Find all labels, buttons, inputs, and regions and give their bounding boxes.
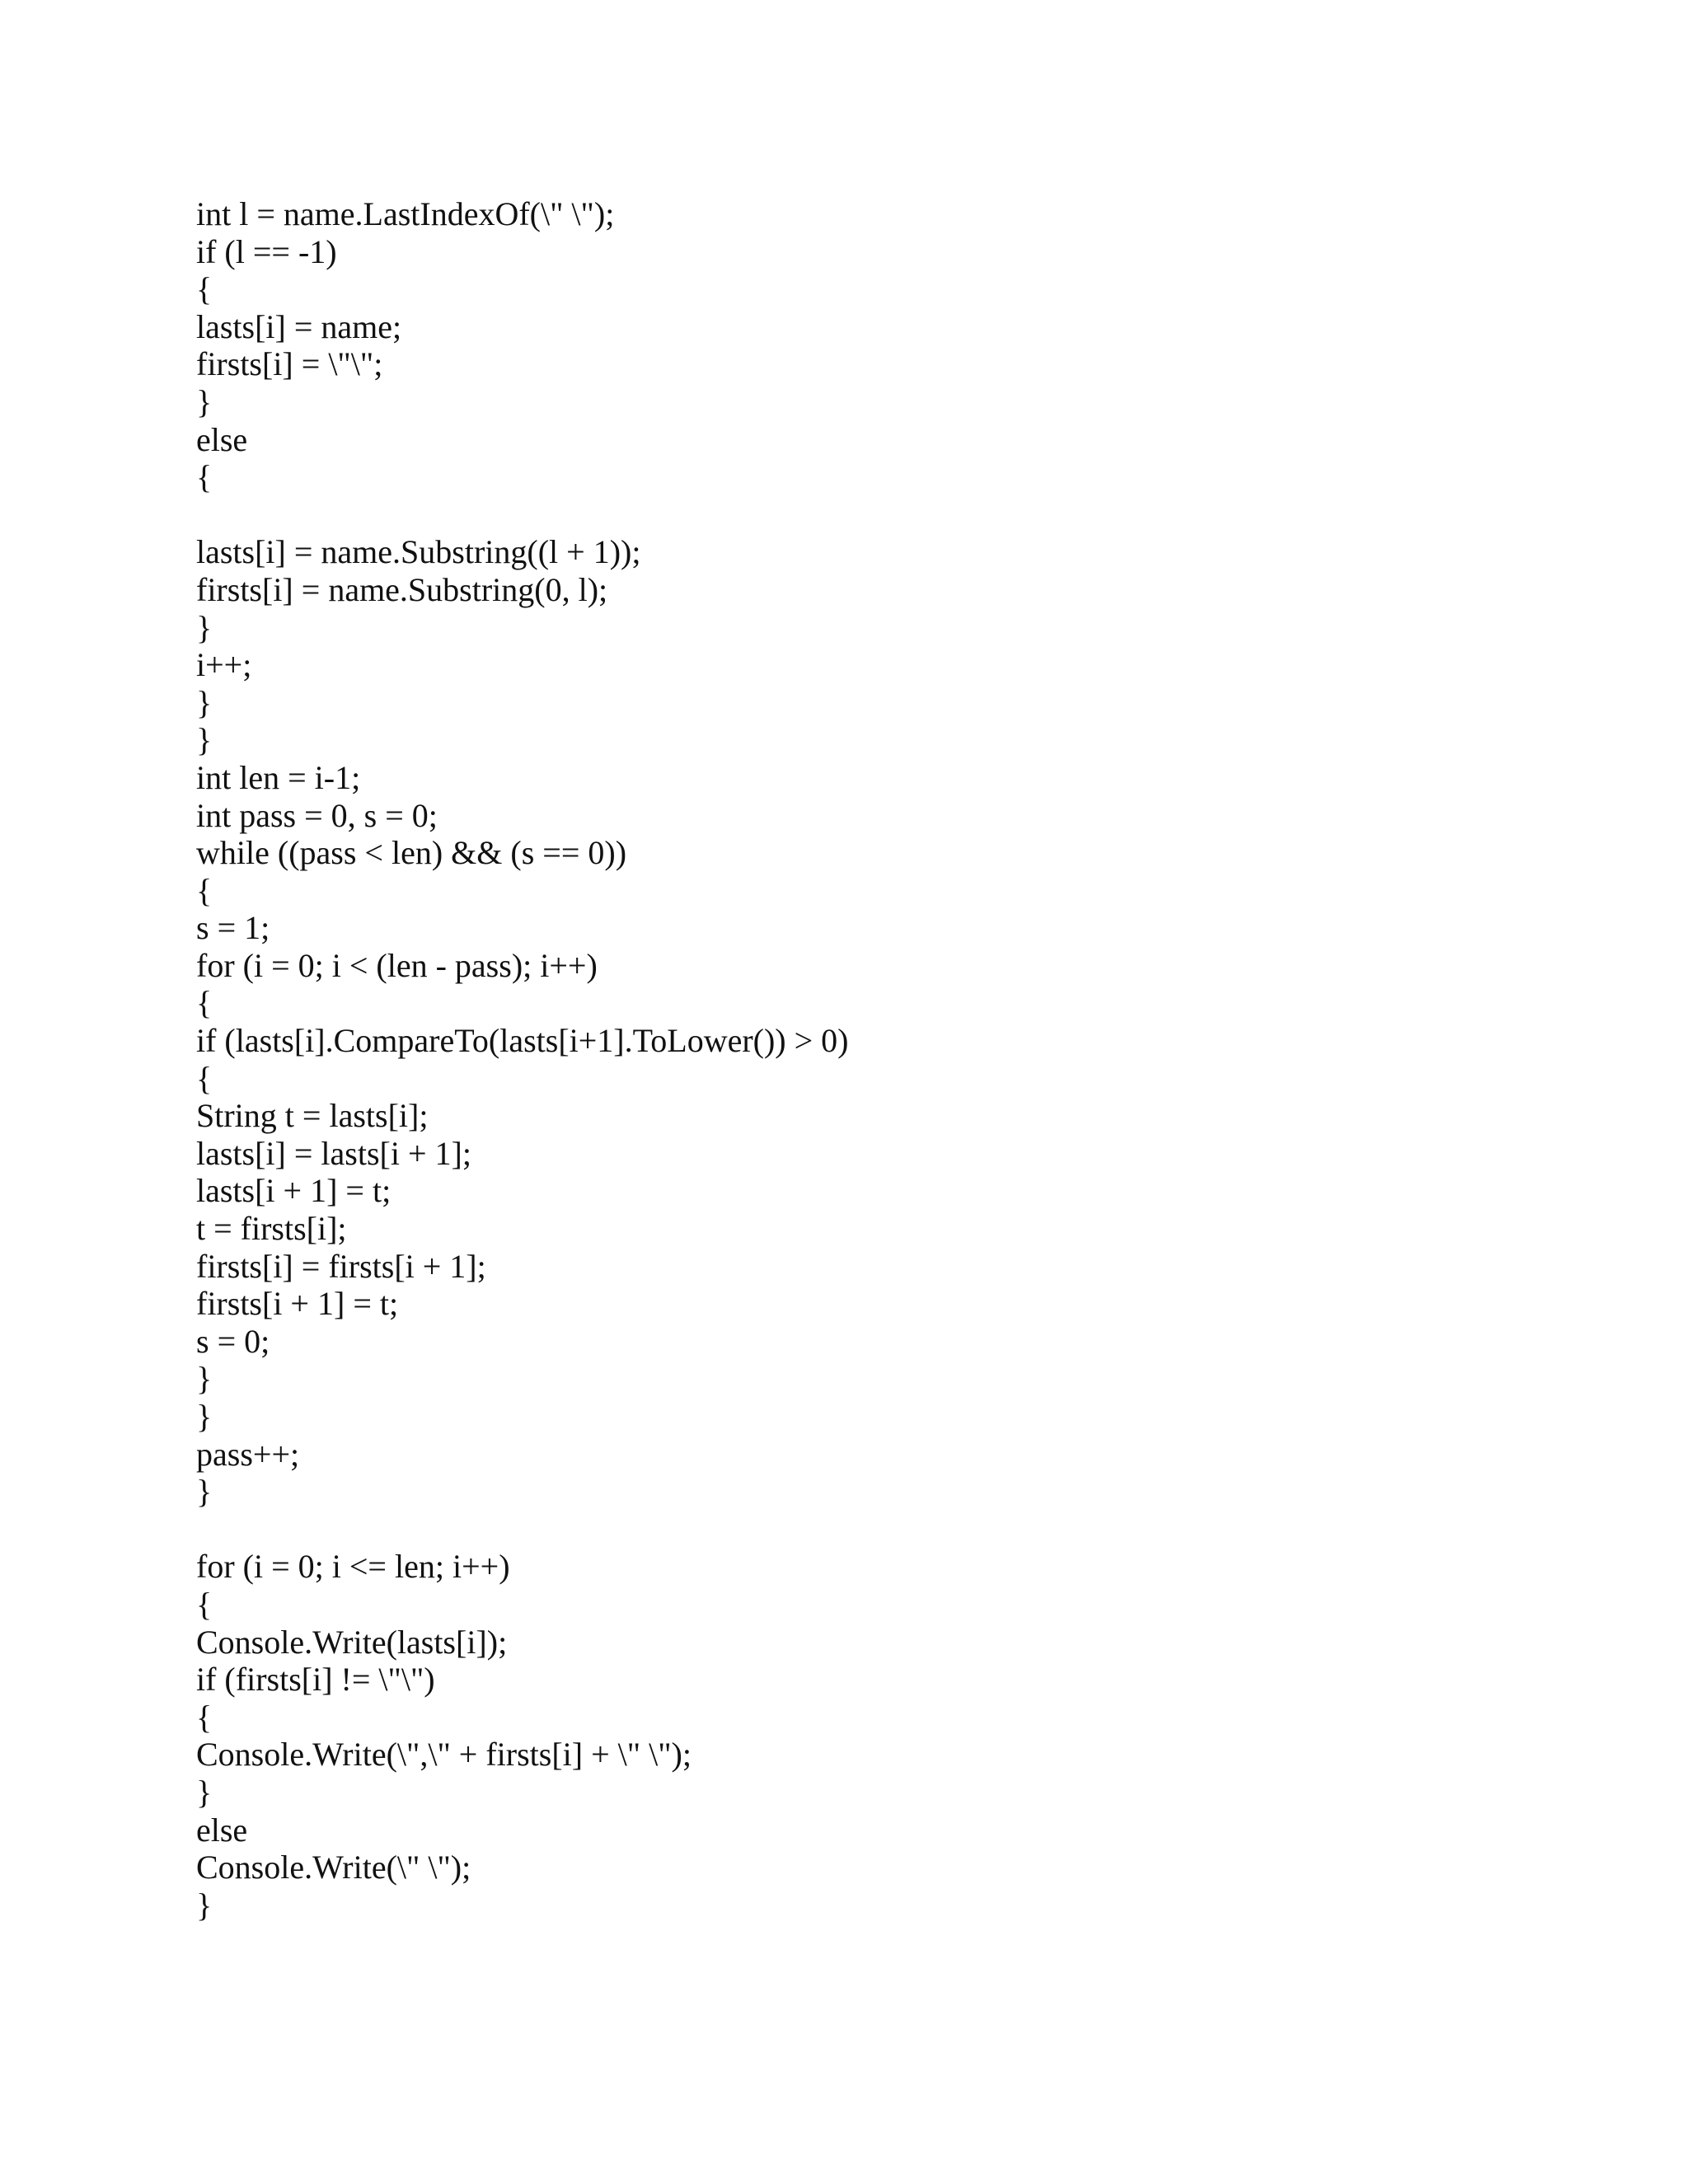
code-line: firsts[i] = firsts[i + 1]; [196,1247,486,1285]
code-line: { [196,871,213,909]
code-line: Console.Write(\" \"); [196,1849,471,1886]
code-line: firsts[i] = \"\"; [196,345,383,383]
code-line: int pass = 0, s = 0; [196,796,438,834]
code-line: Console.Write(\",\" + firsts[i] + \" \"); [196,1736,692,1774]
code-line: if (l == -1) [196,232,337,270]
code-line: lasts[i] = lasts[i + 1]; [196,1134,471,1172]
code-line: s = 0; [196,1322,270,1360]
code-line: s = 1; [196,909,270,947]
code-line: String t = lasts[i]; [196,1097,429,1135]
code-line: else [196,420,248,458]
code-line: } [196,1360,213,1398]
code-line: } [196,1886,213,1924]
code-line [196,496,849,534]
code-line: int len = i-1; [196,758,361,796]
code-line: { [196,1585,213,1623]
code-line: } [196,382,213,420]
code-line: firsts[i + 1] = t; [196,1285,399,1323]
code-line: if (lasts[i].CompareTo(lasts[i+1].ToLower()) > 0) [196,1022,849,1060]
code-line: t = firsts[i]; [196,1210,347,1248]
code-line: lasts[i + 1] = t; [196,1172,392,1210]
code-line: int l = name.LastIndexOf(\" \"); [196,195,615,232]
code-line: pass++; [196,1435,300,1473]
code-line: while ((pass < len) && (s == 0)) [196,834,627,872]
code-line: { [196,984,213,1022]
code-line: { [196,270,213,308]
code-line: } [196,1398,213,1435]
code-line: for (i = 0; i <= len; i++) [196,1548,510,1586]
code-line: else [196,1811,248,1849]
code-listing [196,195,849,1924]
code-line: } [196,1473,213,1511]
code-line: for (i = 0; i < (len - pass); i++) [196,946,598,984]
code-line: } [196,721,213,759]
code-line: lasts[i] = name; [196,307,402,345]
code-line: { [196,1698,213,1736]
code-line [196,1511,849,1549]
code-line: lasts[i] = name.Substring((l + 1)); [196,533,641,571]
code-line: } [196,1773,213,1811]
code-line: { [196,1059,213,1097]
code-line: if (firsts[i] != \"\") [196,1661,435,1699]
code-line: { [196,458,213,496]
code-line: Console.Write(lasts[i]); [196,1623,508,1661]
code-line: firsts[i] = name.Substring(0, l); [196,570,608,608]
code-line: i++; [196,646,252,684]
code-line: } [196,683,213,721]
code-line: } [196,608,213,646]
